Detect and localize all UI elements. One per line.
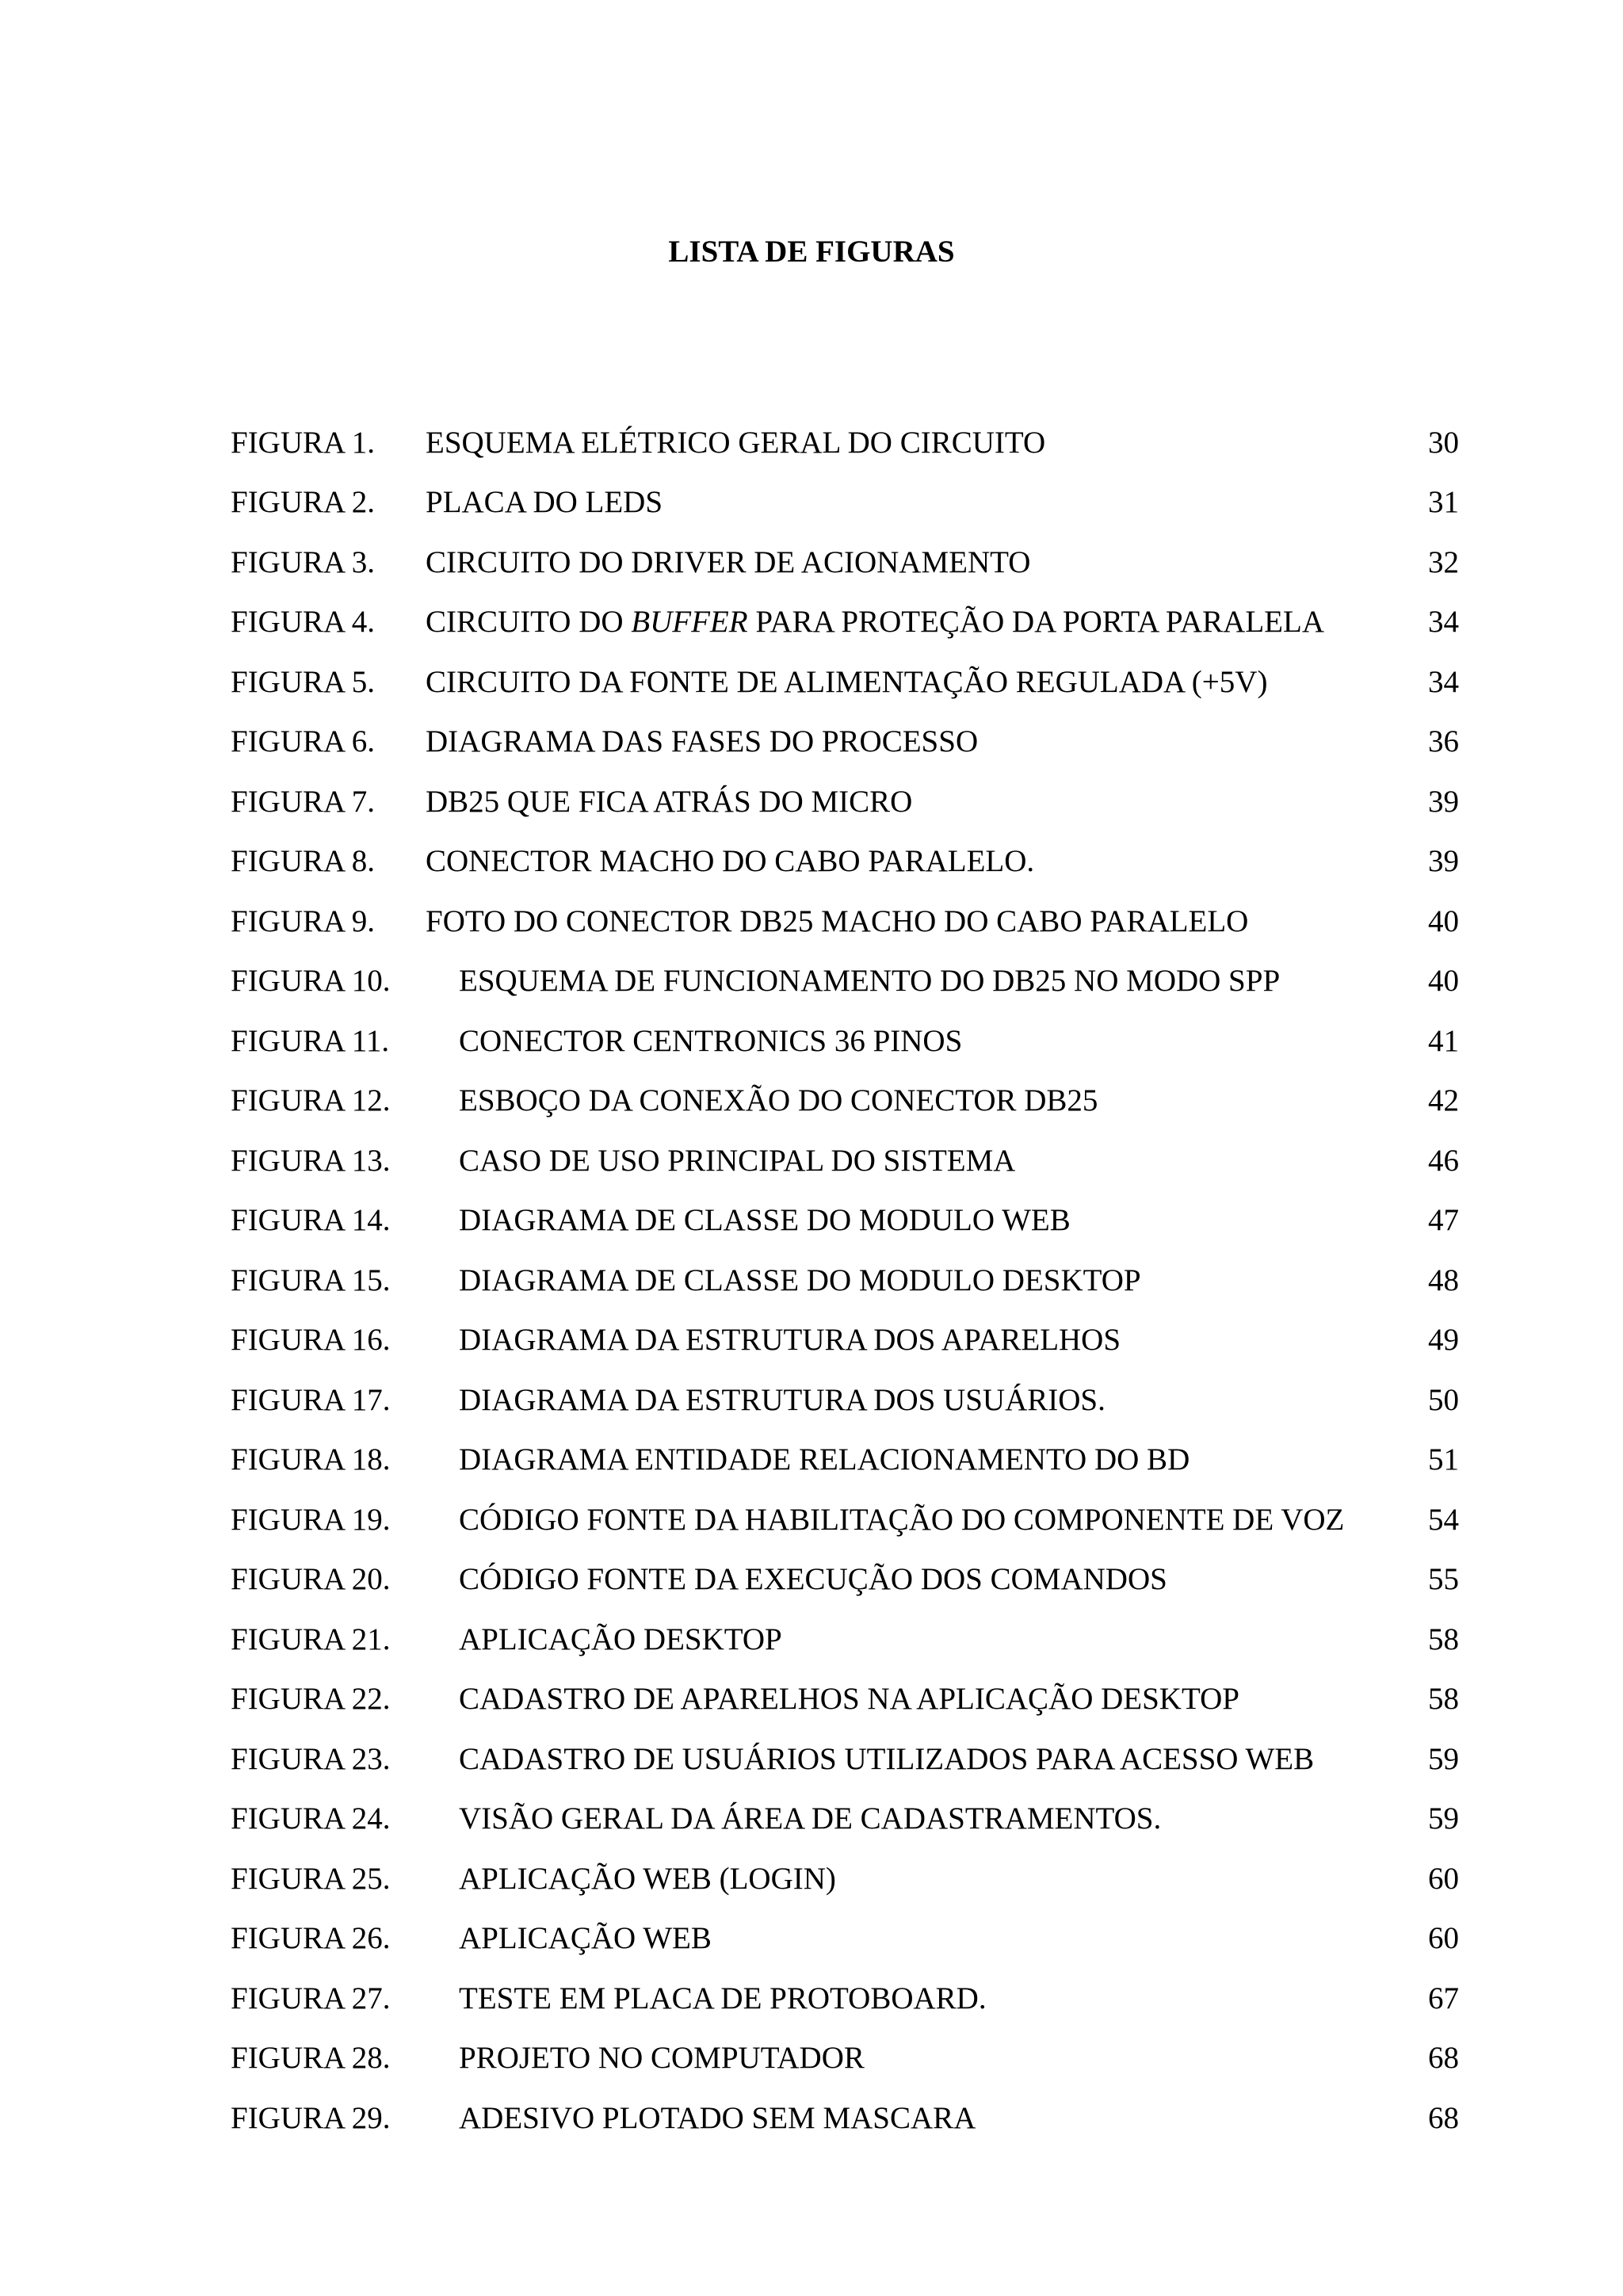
figure-title: ESQUEMA ELÉTRICO GERAL DO CIRCUITO: [426, 425, 1046, 460]
figure-title: CIRCUITO DA FONTE DE ALIMENTAÇÃO REGULADA (+5V): [426, 664, 1268, 699]
figure-title: PROJETO NO COMPUTADOR: [459, 2041, 865, 2076]
figure-list-item[interactable]: [231, 832, 1459, 892]
figure-list-item[interactable]: [231, 1729, 1459, 1790]
figure-number: FIGURA 9.: [231, 904, 376, 938]
figure-number: FIGURA 20.: [231, 1562, 391, 1597]
figure-number: FIGURA 23.: [231, 1741, 391, 1776]
figure-page-number: 51: [1428, 1442, 1459, 1477]
figure-page-number: 48: [1428, 1263, 1459, 1297]
figure-page-number: 60: [1428, 1921, 1459, 1956]
figure-page-number: 55: [1428, 1562, 1459, 1597]
figure-number: FIGURA 24.: [231, 1801, 391, 1836]
figure-title: CADASTRO DE USUÁRIOS UTILIZADOS PARA ACESSO WEB: [459, 1741, 1315, 1776]
figure-page-number: 59: [1428, 1801, 1459, 1836]
figure-page-number: 34: [1428, 605, 1459, 640]
figure-number: FIGURA 6.: [231, 724, 376, 759]
figure-number: FIGURA 11.: [231, 1023, 390, 1058]
figure-title: CÓDIGO FONTE DA HABILITAÇÃO DO COMPONENTE DE VOZ: [459, 1502, 1345, 1537]
figure-list: [231, 413, 1459, 2149]
figure-page-number: 47: [1428, 1203, 1459, 1238]
figure-page-number: 40: [1428, 964, 1459, 999]
figure-page-number: 30: [1428, 425, 1459, 460]
figure-number: FIGURA 26.: [231, 1921, 391, 1956]
figure-title: CASO DE USO PRINCIPAL DO SISTEMA: [459, 1143, 1016, 1178]
figure-page-number: 32: [1428, 544, 1459, 579]
page-title: LISTA DE FIGURAS: [668, 235, 955, 269]
figure-title: DIAGRAMA ENTIDADE RELACIONAMENTO DO BD: [459, 1442, 1190, 1477]
figure-list-item[interactable]: [231, 1490, 1459, 1550]
figure-title: DIAGRAMA DE CLASSE DO MODULO DESKTOP: [459, 1263, 1141, 1297]
figure-list-item[interactable]: [231, 1072, 1459, 1132]
figure-page-number: 40: [1428, 904, 1459, 938]
figure-list-item[interactable]: [231, 2029, 1459, 2089]
figure-number: FIGURA 5.: [231, 664, 376, 699]
figure-number: FIGURA 16.: [231, 1323, 391, 1358]
figure-title-part: PARA PROTEÇÃO DA PORTA PARALELA: [747, 605, 1324, 640]
figure-list-item[interactable]: [231, 1849, 1459, 1909]
figure-title: CONECTOR CENTRONICS 36 PINOS: [459, 1023, 963, 1058]
figure-title: CADASTRO DE APARELHOS NA APLICAÇÃO DESKTOP: [459, 1682, 1239, 1717]
figure-title: CONECTOR MACHO DO CABO PARALELO.: [426, 844, 1035, 879]
figure-title: PLACA DO LEDS: [426, 485, 663, 520]
figure-title: ESQUEMA DE FUNCIONAMENTO DO DB25 NO MODO SPP: [459, 964, 1281, 999]
figure-title: CIRCUITO DO DRIVER DE ACIONAMENTO: [426, 544, 1031, 579]
figure-number: FIGURA 28.: [231, 2041, 391, 2076]
figure-page-number: 31: [1428, 485, 1459, 520]
figure-title: APLICAÇÃO WEB: [459, 1921, 712, 1956]
figure-title: CÓDIGO FONTE DA EXECUÇÃO DOS COMANDOS: [459, 1562, 1167, 1597]
figure-page-number: 50: [1428, 1382, 1459, 1417]
figure-list-item[interactable]: [231, 1370, 1459, 1431]
figure-title: TESTE EM PLACA DE PROTOBOARD.: [459, 1981, 987, 2015]
figure-title: DIAGRAMA DAS FASES DO PROCESSO: [426, 724, 979, 759]
figure-title: ESBOÇO DA CONEXÃO DO CONECTOR DB25: [459, 1083, 1098, 1118]
figure-title: VISÃO GERAL DA ÁREA DE CADASTRAMENTOS.: [459, 1801, 1162, 1836]
figure-page-number: 49: [1428, 1323, 1459, 1358]
figure-list-item[interactable]: [231, 1610, 1459, 1670]
figure-list-item[interactable]: [231, 652, 1459, 712]
figure-number: FIGURA 21.: [231, 1622, 391, 1656]
figure-number: FIGURA 8.: [231, 844, 376, 879]
figure-title: DB25 QUE FICA ATRÁS DO MICRO: [426, 784, 913, 819]
figure-page-number: 41: [1428, 1023, 1459, 1058]
figure-list-item[interactable]: [231, 1790, 1459, 1850]
figure-number: FIGURA 14.: [231, 1203, 391, 1238]
figure-list-item[interactable]: [231, 593, 1459, 653]
figure-list-item[interactable]: [231, 1311, 1459, 1371]
figure-number: FIGURA 3.: [231, 544, 376, 579]
figure-page-number: 46: [1428, 1143, 1459, 1178]
figure-title: DIAGRAMA DE CLASSE DO MODULO WEB: [459, 1203, 1071, 1238]
figure-title-emphasis: BUFFER: [631, 605, 748, 640]
figure-number: FIGURA 7.: [231, 784, 376, 819]
figure-number: FIGURA 19.: [231, 1502, 391, 1537]
figure-number: FIGURA 22.: [231, 1682, 391, 1717]
figure-number: FIGURA 29.: [231, 2100, 391, 2135]
figure-number: FIGURA 4.: [231, 605, 376, 640]
figure-list-item[interactable]: [231, 1670, 1459, 1730]
figure-list-item[interactable]: [231, 1550, 1459, 1610]
figure-title: DIAGRAMA DA ESTRUTURA DOS APARELHOS: [459, 1323, 1121, 1358]
figure-list-item[interactable]: [231, 1191, 1459, 1251]
figure-title: APLICAÇÃO WEB (LOGIN): [459, 1861, 836, 1896]
figure-page-number: 54: [1428, 1502, 1459, 1537]
figure-number: FIGURA 15.: [231, 1263, 391, 1297]
figure-number: FIGURA 18.: [231, 1442, 391, 1477]
figure-list-item[interactable]: [231, 1131, 1459, 1191]
figure-list-item[interactable]: [231, 1909, 1459, 1969]
figure-list-item[interactable]: [231, 772, 1459, 832]
figure-page-number: 60: [1428, 1861, 1459, 1896]
figure-title: DIAGRAMA DA ESTRUTURA DOS USUÁRIOS.: [459, 1382, 1106, 1417]
figure-page-number: 42: [1428, 1083, 1459, 1118]
figure-number: FIGURA 27.: [231, 1981, 391, 2015]
figure-number: FIGURA 1.: [231, 425, 376, 460]
figure-page-number: 68: [1428, 2041, 1459, 2076]
figure-title: APLICAÇÃO DESKTOP: [459, 1622, 782, 1656]
figure-page-number: 34: [1428, 664, 1459, 699]
figure-list-item[interactable]: [231, 473, 1459, 533]
figure-number: FIGURA 25.: [231, 1861, 391, 1896]
figure-number: FIGURA 2.: [231, 485, 376, 520]
figure-list-item[interactable]: [231, 712, 1459, 773]
figure-list-item[interactable]: [231, 1011, 1459, 1072]
figure-list-item[interactable]: [231, 1251, 1459, 1311]
figure-page-number: 67: [1428, 1981, 1459, 2015]
figure-page-number: 59: [1428, 1741, 1459, 1776]
figure-list-item[interactable]: [231, 1969, 1459, 2029]
figure-title: ADESIVO PLOTADO SEM MASCARA: [459, 2100, 976, 2135]
figure-title: FOTO DO CONECTOR DB25 MACHO DO CABO PARALELO: [426, 904, 1249, 938]
figure-title: [426, 600, 1324, 644]
figure-list-item[interactable]: [231, 2088, 1459, 2149]
figure-list-item[interactable]: [231, 892, 1459, 952]
figure-list-item[interactable]: [231, 952, 1459, 1012]
figure-number: FIGURA 17.: [231, 1382, 391, 1417]
figure-number: FIGURA 13.: [231, 1143, 391, 1178]
figure-page-number: 36: [1428, 724, 1459, 759]
figure-number: FIGURA 12.: [231, 1083, 391, 1118]
figure-list-item[interactable]: [231, 1431, 1459, 1491]
figure-list-item[interactable]: [231, 533, 1459, 593]
figure-page-number: 58: [1428, 1682, 1459, 1717]
figure-page-number: 39: [1428, 844, 1459, 879]
figure-list-item[interactable]: [231, 413, 1459, 473]
figure-number: FIGURA 10.: [231, 964, 391, 999]
figure-page-number: 58: [1428, 1622, 1459, 1656]
figure-title-part: CIRCUITO DO: [426, 605, 632, 640]
figure-page-number: 68: [1428, 2100, 1459, 2135]
figure-page-number: 39: [1428, 784, 1459, 819]
